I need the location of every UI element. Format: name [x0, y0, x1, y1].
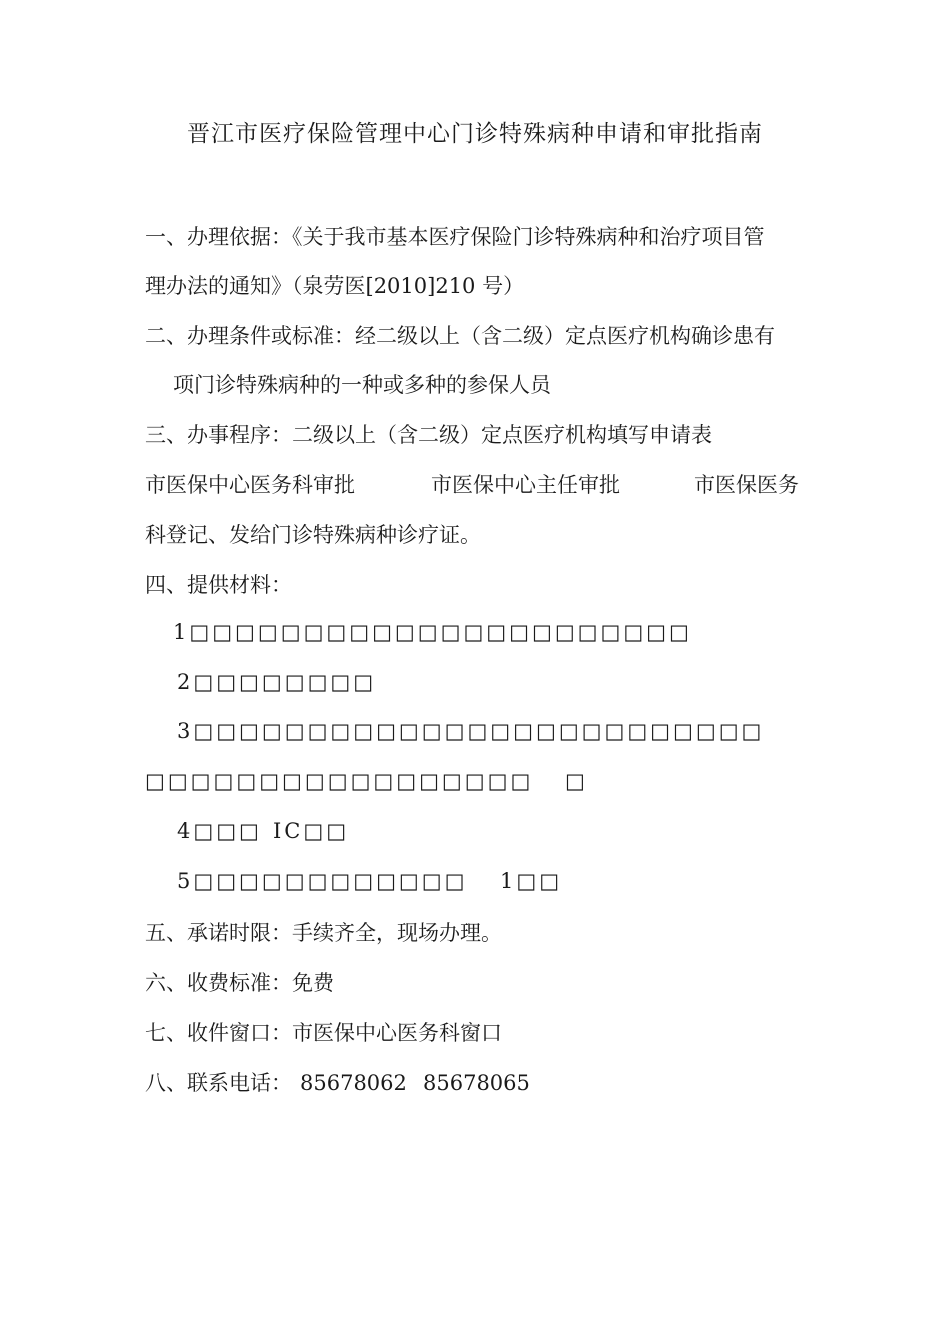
- procedure-line-1: 三、办事程序：二级以上（含二级）定点医疗机构填写申请表: [145, 423, 712, 447]
- phone-number-2: 85678065: [423, 1071, 530, 1095]
- materials-item-1: 1□□□□□□□□□□□□□□□□□□□□□□: [173, 620, 692, 644]
- procedure-step-3: 市医保医务: [694, 473, 799, 497]
- phone-number-1: 85678062: [300, 1071, 407, 1095]
- materials-item-3b: □□□□□□□□□□□□□□□□□: [145, 769, 534, 793]
- time-limit-line: 五、承诺时限：手续齐全，现场办理。: [145, 921, 502, 945]
- document-title: 晋江市医疗保险管理中心门诊特殊病种申请和审批指南: [187, 121, 763, 147]
- procedure-line-3: 科登记、发给门诊特殊病种诊疗证。: [145, 523, 481, 547]
- materials-item-4a: 4□□□: [177, 819, 262, 843]
- window-line: 七、收件窗口：市医保中心医务科窗口: [145, 1021, 502, 1045]
- procedure-step-2: 市医保中心主任审批: [431, 473, 620, 497]
- materials-item-2: 2□□□□□□□□: [177, 670, 377, 694]
- materials-item-3c: □: [565, 769, 588, 793]
- phone-label: 八、联系电话：: [145, 1071, 292, 1095]
- conditions-line-2: 项门诊特殊病种的一种或多种的参保人员: [173, 373, 551, 397]
- materials-item-4b: IC□□: [273, 819, 350, 843]
- fee-line: 六、收费标准：免费: [145, 971, 334, 995]
- materials-heading: 四、提供材料：: [145, 573, 292, 597]
- materials-item-3a: 3□□□□□□□□□□□□□□□□□□□□□□□□□: [177, 719, 765, 743]
- basis-line-1: 一、办理依据：《关于我市基本医疗保险门诊特殊病种和治疗项目管: [145, 225, 765, 249]
- materials-item-5b: 1□□: [500, 869, 563, 893]
- basis-line-2: 理办法的通知》（泉劳医[2010]210 号）: [145, 274, 525, 298]
- materials-item-5a: 5□□□□□□□□□□□□: [177, 869, 468, 893]
- conditions-line-1: 二、办理条件或标准：经二级以上（含二级）定点医疗机构确诊患有: [145, 324, 775, 348]
- procedure-step-1: 市医保中心医务科审批: [145, 473, 355, 497]
